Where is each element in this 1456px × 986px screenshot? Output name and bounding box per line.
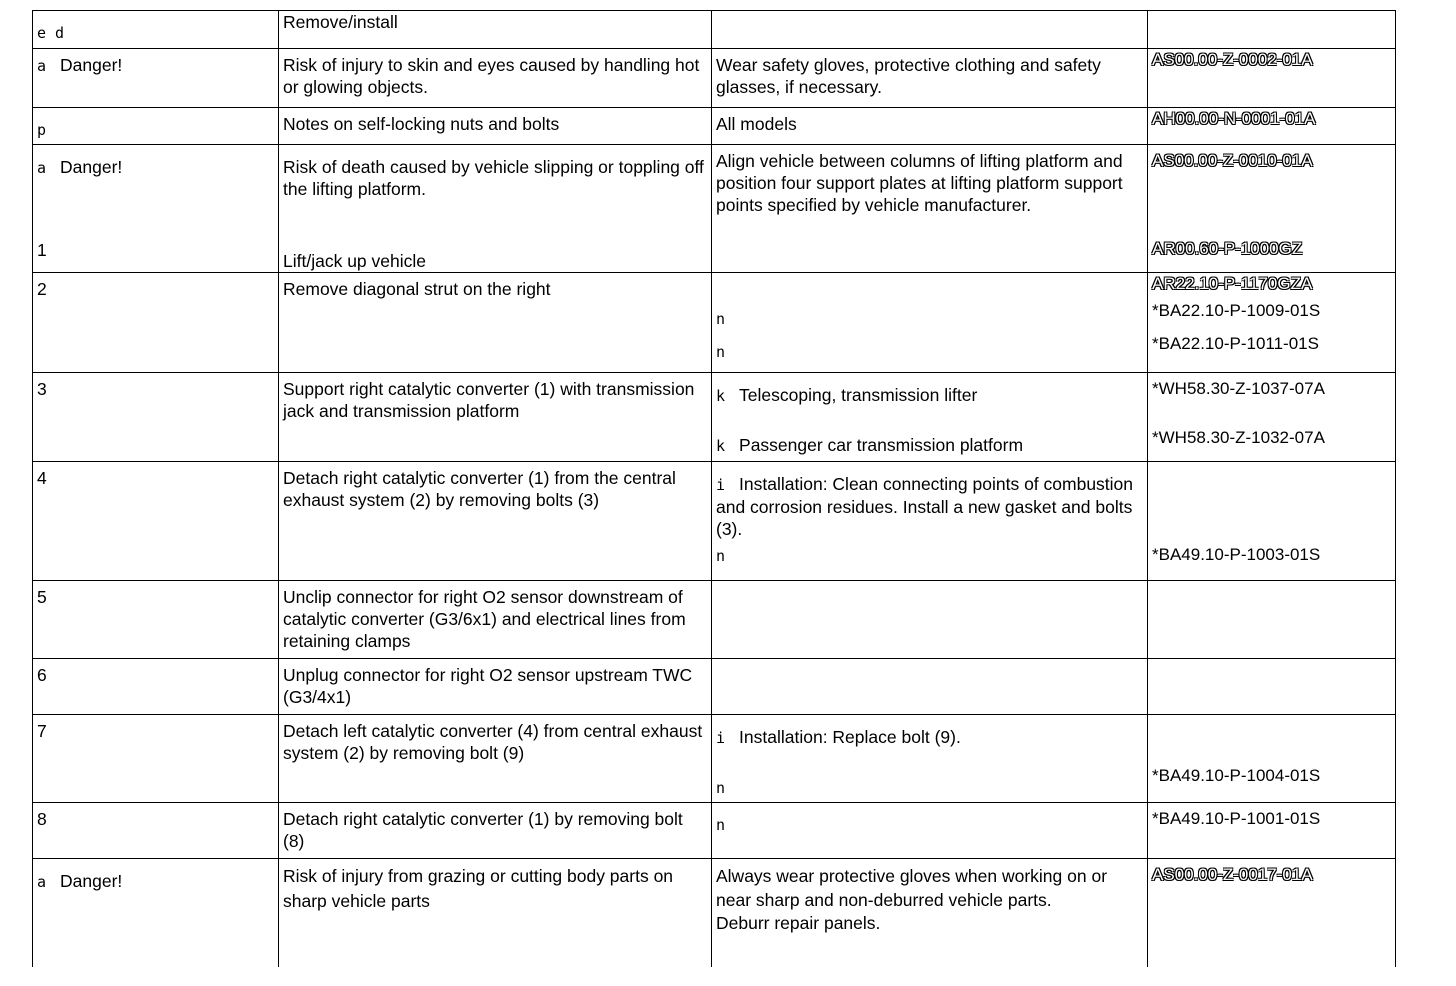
step-cell: [33, 373, 279, 462]
step-number: 1: [37, 240, 47, 260]
table-row: [33, 803, 1396, 859]
symbol-glyph: n: [716, 343, 726, 361]
reference-cell: [1148, 581, 1396, 659]
operation-text: Detach right catalytic converter (1) from the central exhaust system (2) by removing bolts (3): [283, 468, 676, 510]
operation-text: Remove diagonal strut on the right: [283, 279, 551, 299]
danger-label: Danger!: [60, 871, 123, 891]
operation-cell: [279, 49, 712, 108]
step-number: 2: [37, 279, 47, 299]
operation-cell: [279, 108, 712, 145]
step-cell: [33, 108, 279, 145]
operation-cell: [279, 581, 712, 659]
danger-symbol: a: [37, 159, 47, 177]
note-cell: [712, 145, 1148, 273]
info-symbol: i: [716, 476, 726, 494]
table-row: [33, 859, 1396, 967]
note-cell: [712, 108, 1148, 145]
table-row: [33, 462, 1396, 581]
operation-cell: [279, 462, 712, 581]
operation-cell: [279, 11, 712, 49]
reference-link[interactable]: *BA49.10-P-1001-01S: [1152, 809, 1321, 828]
operation-cell: [279, 273, 712, 373]
note-cell: [712, 49, 1148, 108]
note-text: Wear safety gloves, protective clothing and safety glasses, if necessary.: [716, 55, 1101, 97]
step-number: 6: [37, 665, 47, 685]
table-row: [33, 49, 1396, 108]
note-cell: [712, 581, 1148, 659]
operation-cell: [279, 859, 712, 967]
operation-text: Risk of death caused by vehicle slipping or toppling off the lifting platform.: [283, 157, 704, 199]
reference-cell: [1148, 49, 1396, 108]
operation-text: Detach left catalytic converter (4) from central exhaust system (2) by removing bolt (9): [283, 721, 703, 763]
reference-link[interactable]: AR22.10-P-1170GZA: [1152, 274, 1313, 293]
note-cell: [712, 659, 1148, 715]
reference-cell: [1148, 11, 1396, 49]
reference-cell: [1148, 462, 1396, 581]
tool-text: Telescoping, transmission lifter: [739, 385, 978, 405]
step-number: 7: [37, 721, 47, 741]
step-number: 5: [37, 587, 47, 607]
reference-cell: [1148, 803, 1396, 859]
reference-cell: [1148, 145, 1396, 273]
reference-cell: [1148, 715, 1396, 803]
info-text: Installation: Clean connecting points of combustion and corrosion residues. Install a new gasket and bolts (3).: [716, 474, 1134, 539]
operation-cell: [279, 145, 712, 273]
reference-link[interactable]: *BA22.10-P-1009-01S: [1152, 301, 1321, 320]
note-cell: [712, 859, 1148, 967]
step-cell: [33, 11, 279, 49]
reference-cell: [1148, 659, 1396, 715]
step-number: 8: [37, 809, 47, 829]
table-row: [33, 108, 1396, 145]
tool-symbol: k: [716, 437, 726, 455]
reference-link[interactable]: AS00.00-Z-0010-01A: [1152, 151, 1313, 170]
operation-text: Notes on self-locking nuts and bolts: [283, 114, 560, 134]
step-cell: [33, 659, 279, 715]
note-cell: [712, 803, 1148, 859]
table-row: [33, 659, 1396, 715]
operation-text: Risk of injury to skin and eyes caused by handling hot or glowing objects.: [283, 55, 700, 97]
reference-cell: [1148, 273, 1396, 373]
reference-link[interactable]: *BA49.10-P-1003-01S: [1152, 545, 1321, 564]
reference-cell: [1148, 108, 1396, 145]
step-cell: [33, 715, 279, 803]
info-text: Installation: Replace bolt (9).: [739, 727, 961, 747]
note-cell: [712, 273, 1148, 373]
operation-text: Remove/install: [283, 12, 398, 32]
operation-cell: [279, 659, 712, 715]
note-text: Deburr repair panels.: [716, 913, 881, 933]
reference-link[interactable]: *WH58.30-Z-1032-07A: [1152, 428, 1325, 447]
danger-label: Danger!: [60, 157, 123, 177]
table-row: [33, 581, 1396, 659]
symbol-glyph: e d: [37, 24, 65, 42]
step-cell: [33, 49, 279, 108]
operation-text: Lift/jack up vehicle: [283, 251, 426, 271]
reference-link[interactable]: AS00.00-Z-0002-01A: [1152, 50, 1313, 69]
info-symbol: i: [716, 729, 726, 747]
symbol-glyph: p: [37, 121, 47, 139]
note-text: All models: [716, 114, 797, 134]
table-row: [33, 715, 1396, 803]
table-row: [33, 145, 1396, 273]
note-cell: [712, 715, 1148, 803]
reference-link[interactable]: *BA49.10-P-1004-01S: [1152, 766, 1321, 785]
note-cell: [712, 462, 1148, 581]
reference-cell: [1148, 859, 1396, 967]
step-cell: [33, 859, 279, 967]
step-cell: [33, 803, 279, 859]
operation-text: Unclip connector for right O2 sensor downstream of catalytic converter (G3/6x1) and electrical lines from retaining clamps: [283, 587, 686, 651]
operation-cell: [279, 373, 712, 462]
reference-link[interactable]: AH00.00-N-0001-01A: [1152, 109, 1316, 128]
note-text: Align vehicle between columns of lifting platform and position four support plates at lifting platform support points specified by vehicle manufacturer.: [716, 151, 1123, 215]
danger-label: Danger!: [60, 55, 123, 75]
operation-text: Unplug connector for right O2 sensor upstream TWC (G3/4x1): [283, 665, 693, 707]
note-cell: [712, 373, 1148, 462]
reference-link[interactable]: *WH58.30-Z-1037-07A: [1152, 379, 1325, 398]
step-number: 4: [37, 468, 47, 488]
symbol-glyph: n: [716, 310, 726, 328]
tool-symbol: k: [716, 387, 726, 405]
reference-link[interactable]: AR00.60-P-1000GZ: [1152, 239, 1303, 258]
symbol-glyph: n: [716, 779, 726, 797]
procedure-table: [32, 10, 1396, 967]
reference-cell: [1148, 373, 1396, 462]
step-number: 3: [37, 379, 47, 399]
operation-text: Detach right catalytic converter (1) by removing bolt (8): [283, 809, 683, 851]
table-row: [33, 11, 1396, 49]
note-text: Always wear protective gloves when working on or near sharp and non-deburred vehicle parts.: [716, 866, 1108, 910]
danger-symbol: a: [37, 873, 47, 891]
step-cell: [33, 581, 279, 659]
reference-link[interactable]: *BA22.10-P-1011-01S: [1152, 334, 1319, 353]
operation-cell: [279, 715, 712, 803]
note-cell: [712, 11, 1148, 49]
operation-cell: [279, 803, 712, 859]
danger-symbol: a: [37, 57, 47, 75]
operation-text: Support right catalytic converter (1) with transmission jack and transmission platform: [283, 379, 695, 421]
symbol-glyph: n: [716, 816, 726, 834]
symbol-glyph: n: [716, 547, 726, 565]
step-cell: [33, 462, 279, 581]
table-row: [33, 273, 1396, 373]
table-row: [33, 373, 1396, 462]
reference-link[interactable]: AS00.00-Z-0017-01A: [1152, 865, 1313, 884]
operation-text: Risk of injury from grazing or cutting body parts on sharp vehicle parts: [283, 866, 674, 911]
step-cell: [33, 273, 279, 373]
tool-text: Passenger car transmission platform: [739, 435, 1024, 455]
step-cell: [33, 145, 279, 273]
